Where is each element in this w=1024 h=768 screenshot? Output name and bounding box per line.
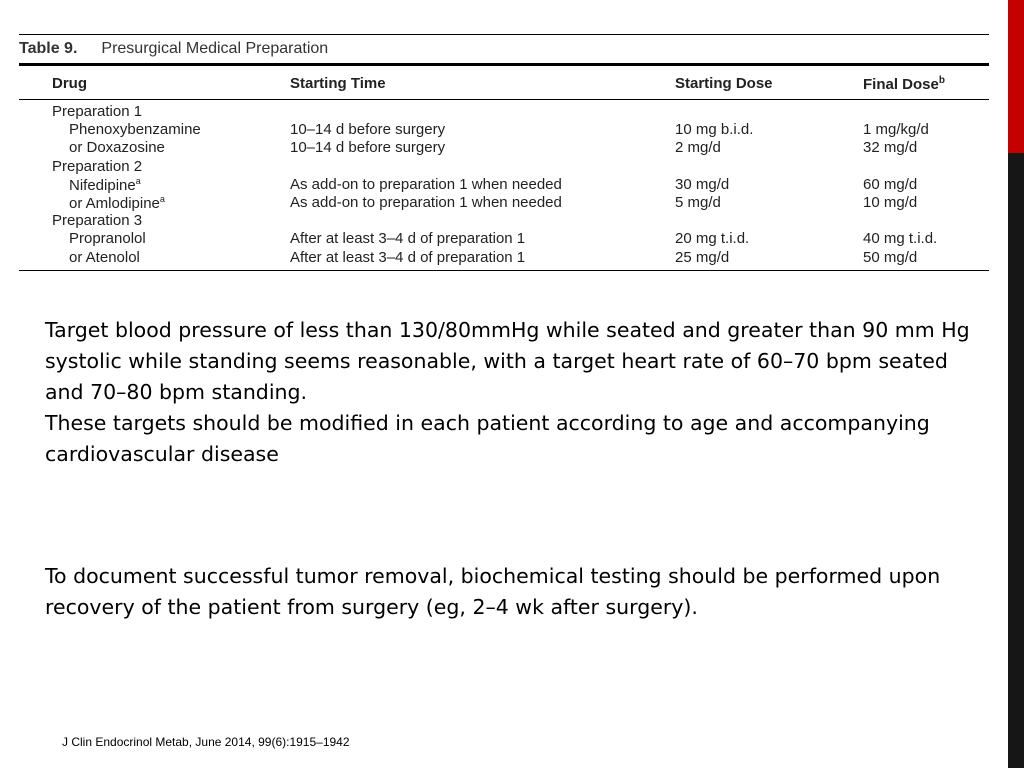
target-modification-text: These targets should be modified in each patient according to age and accompanying cardiovascular disease bbox=[45, 411, 930, 466]
blood-pressure-target-text: Target blood pressure of less than 130/80mmHg while seated and greater than 90 mm Hg systolic while standing seems reasonable, with a target heart rate of 60–70 bpm seated and 70–80 bpm standing. bbox=[45, 318, 970, 404]
table-row bbox=[19, 158, 989, 176]
header-starting-time: Starting Time bbox=[290, 75, 386, 92]
row-drug: Preparation 3 bbox=[52, 212, 143, 230]
row-time: 10–14 d before surgery bbox=[290, 139, 446, 157]
row-drug: or Amlodipine bbox=[69, 194, 160, 212]
row-start-dose: 10 mg b.i.d. bbox=[675, 121, 754, 139]
table-row bbox=[19, 249, 989, 267]
table-row bbox=[19, 212, 989, 230]
table-body bbox=[19, 100, 989, 270]
right-edge-accent bbox=[1008, 0, 1024, 153]
row-final-dose: 32 mg/d bbox=[863, 139, 918, 157]
row-drug: Propranolol bbox=[69, 230, 146, 248]
row-time: 10–14 d before surgery bbox=[290, 121, 446, 139]
table-row bbox=[19, 103, 989, 121]
header-drug: Drug bbox=[52, 75, 87, 92]
citation: J Clin Endocrinol Metab, June 2014, 99(6):1915–1942 bbox=[62, 735, 350, 749]
table-title: Presurgical Medical Preparation bbox=[101, 40, 329, 57]
table-header-row bbox=[19, 66, 989, 99]
table-row bbox=[19, 194, 989, 212]
row-drug-cell bbox=[69, 176, 141, 194]
row-drug-footnote: a bbox=[159, 193, 165, 204]
table-row bbox=[19, 139, 989, 157]
table-row bbox=[19, 176, 989, 194]
row-drug: Nifedipine bbox=[69, 176, 136, 194]
row-drug-footnote: a bbox=[135, 175, 141, 186]
row-drug-cell bbox=[69, 194, 165, 212]
row-drug: Preparation 1 bbox=[52, 103, 143, 120]
header-final-dose bbox=[863, 75, 945, 93]
row-start-dose: 30 mg/d bbox=[675, 175, 730, 193]
row-time: After at least 3–4 d of preparation 1 bbox=[290, 230, 526, 248]
row-start-dose: 2 mg/d bbox=[675, 139, 721, 157]
tumor-removal-paragraph: To document successful tumor removal, biochemical testing should be performed upon recovery of the patient from surgery (eg, 2–4 wk after surgery). bbox=[45, 564, 941, 619]
row-final-dose: 50 mg/d bbox=[863, 248, 918, 266]
table-number: Table 9. bbox=[19, 40, 78, 57]
table-row bbox=[19, 121, 989, 139]
row-start-dose: 5 mg/d bbox=[675, 193, 721, 211]
row-drug: or Atenolol bbox=[69, 248, 140, 266]
header-final-dose-text: Final Dose bbox=[863, 76, 939, 93]
table-bottom-rule bbox=[19, 270, 989, 271]
row-final-dose: 60 mg/d bbox=[863, 175, 918, 193]
row-drug: or Doxazosine bbox=[69, 139, 165, 157]
row-start-dose: 20 mg t.i.d. bbox=[675, 230, 750, 248]
row-drug: Phenoxybenzamine bbox=[69, 121, 201, 139]
header-final-dose-footnote: b bbox=[938, 75, 945, 86]
row-time: As add-on to preparation 1 when needed bbox=[290, 193, 562, 211]
row-final-dose: 1 mg/kg/d bbox=[863, 121, 929, 139]
row-start-dose: 25 mg/d bbox=[675, 248, 730, 266]
row-final-dose: 10 mg/d bbox=[863, 193, 918, 211]
row-time: After at least 3–4 d of preparation 1 bbox=[290, 248, 526, 266]
row-time: As add-on to preparation 1 when needed bbox=[290, 175, 562, 193]
medical-table bbox=[19, 34, 989, 271]
row-final-dose: 40 mg t.i.d. bbox=[863, 230, 938, 248]
table-row bbox=[19, 230, 989, 248]
row-drug: Preparation 2 bbox=[52, 157, 143, 175]
targets-paragraph bbox=[45, 315, 975, 470]
header-starting-dose: Starting Dose bbox=[675, 75, 773, 92]
table-caption bbox=[19, 35, 989, 63]
